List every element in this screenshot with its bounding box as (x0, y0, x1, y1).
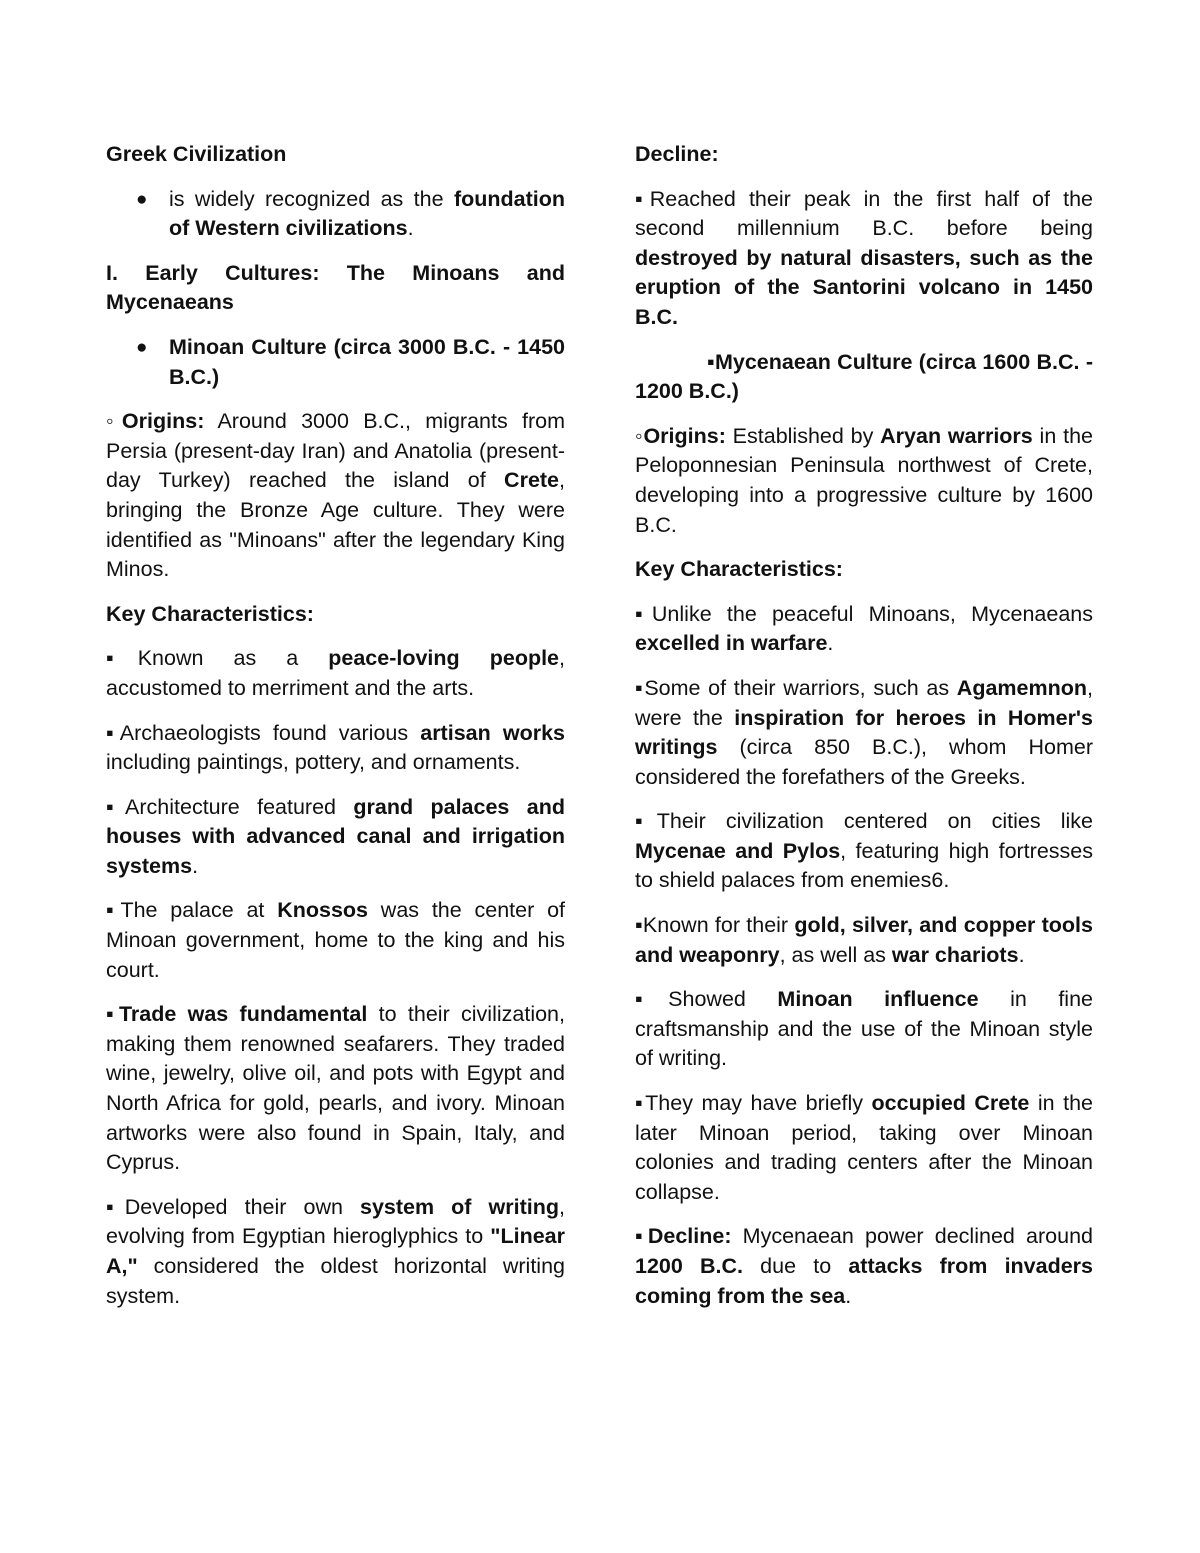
characteristic-item: ▪They may have briefly occupied Crete in the later Minoan period, taking over Minoan colonies and trading centers after the Minoan collapse. (635, 1091, 1093, 1204)
characteristic-item: ▪Some of their warriors, such as Agamemnon, were the inspiration for heroes in Homer's writings (circa 850 B.C.), whom Homer considered the forefathers of the Greeks. (635, 675, 1093, 789)
characteristic-item: ▪Developed their own system of writing, evolving from Egyptian hieroglyphics to "Linear A," considered the oldest horizontal writing system. (106, 1194, 565, 1308)
characteristic-item: ▪Known for their gold, silver, and copper tools and weaponry, as well as war chariots. (635, 913, 1093, 967)
key-characteristics-heading: Key Characteristics: (635, 557, 843, 582)
characteristic-item: ▪Showed Minoan influence in fine craftsmanship and the use of the Minoan style of writing. (635, 987, 1093, 1071)
origins-paragraph: ◦Origins: Established by Aryan warriors in the Peloponnesian Peninsula northwest of Crete, developing into a progressive culture by 1600 B.C. (635, 423, 1093, 537)
mycenaean-heading: ▪Mycenaean Culture (circa 1600 B.C. - 1200 B.C.) (635, 349, 1093, 404)
characteristic-item: ▪Known as a peace-loving people, accustomed to merriment and the arts. (106, 646, 565, 700)
characteristic-item: ▪Archaeologists found various artisan works including paintings, pottery, and ornaments. (106, 720, 565, 775)
decline-paragraph: ▪Reached their peak in the first half of the second millennium B.C. before being destroyed by natural disasters, such as the eruption of the Santorini volcano in 1450 B.C. (635, 186, 1093, 329)
characteristic-item: ▪The palace at Knossos was the center of Minoan government, home to the king and his court. (106, 898, 565, 982)
characteristic-item: ▪Their civilization centered on cities like Mycenae and Pylos, featuring high fortresses to shield palaces from enemies6. (635, 809, 1093, 893)
origins-paragraph: ◦Origins: Around 3000 B.C., migrants from Persia (present-day Iran) and Anatolia (present-day Turkey) reached the island of Crete, bringing the Bronze Age culture. They were identified as "Minoans" after the legendary King Minos. (106, 409, 565, 582)
characteristic-item: ▪Decline: Mycenaean power declined around 1200 B.C. due to attacks from invaders coming from the sea. (635, 1224, 1094, 1308)
section-heading: I. Early Cultures: The Minoans and Mycenaeans (106, 260, 565, 315)
bullet-item: ● Minoan Culture (circa 3000 B.C. - 1450 B.C.) (136, 334, 565, 389)
right-column (635, 140, 1093, 1311)
bullet-icon: ● (136, 336, 148, 358)
decline-heading: Decline: (635, 142, 719, 166)
left-column (106, 140, 565, 1311)
characteristic-item: ▪Unlike the peaceful Minoans, Mycenaeans excelled in warfare. (635, 601, 1093, 656)
key-characteristics-heading: Key Characteristics: (106, 601, 314, 626)
characteristic-item: ▪Architecture featured grand palaces and houses with advanced canal and irrigation systems. (106, 794, 565, 878)
characteristic-item: ▪Trade was fundamental to their civilization, making them renowned seafarers. They traded wine, jewelry, olive oil, and pots with Egypt and North Africa for gold, pearls, and ivory. Minoan artworks were also found in Spain, Italy, and Cyprus. (106, 1002, 565, 1175)
bullet-item: ● is widely recognized as the foundation of Western civilizations. (136, 186, 565, 241)
page-title: Greek Civilization (106, 142, 287, 166)
bullet-icon: ● (136, 188, 148, 210)
